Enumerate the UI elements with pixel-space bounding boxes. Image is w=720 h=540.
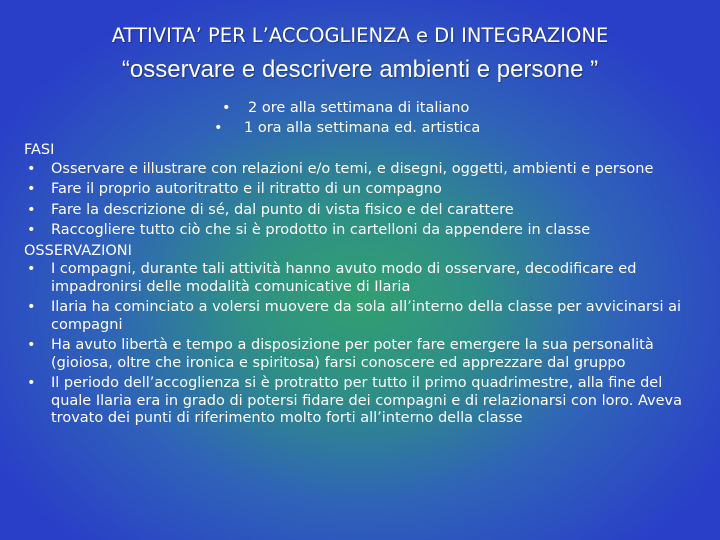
bullet-icon: • <box>222 100 231 116</box>
bullet-icon: • <box>27 337 36 353</box>
slide-subtitle: “osservare e descrivere ambienti e persone ” <box>121 56 599 83</box>
bullet-icon: • <box>27 375 36 391</box>
list-item <box>24 202 696 220</box>
bullet-icon: • <box>27 160 36 177</box>
list-item-text: I compagni, durante tali attività hanno avuto modo di osservare, decodificare ed impadronirsi delle modalità comunicative di Ilaria <box>51 261 637 295</box>
bullet-icon: • <box>27 181 36 197</box>
section-heading-fasi: FASI <box>24 142 55 158</box>
bullet-icon: • <box>27 299 36 315</box>
list-item-text: Raccogliere tutto ciò che si è prodotto in cartelloni da appendere in classe <box>51 222 591 238</box>
hours-text: 2 ore alla settimana di italiano <box>248 100 470 116</box>
list-item-text: Osservare e illustrare con relazioni e/o temi, e disegni, oggetti, ambienti e persone <box>51 160 654 177</box>
list-item-text: Ilaria ha cominciato a volersi muovere da sola all’interno della classe per avvicinarsi ai compagni <box>51 299 682 333</box>
list-item-text: Fare il proprio autoritratto e il ritratto di un compagno <box>51 181 442 197</box>
hours-text: 1 ora alla settimana ed. artistica <box>244 120 481 136</box>
hours-item <box>218 98 488 118</box>
bullet-icon: • <box>27 261 36 277</box>
hours-item <box>210 118 480 138</box>
list-item <box>24 337 696 372</box>
bullet-icon: • <box>27 201 36 218</box>
slide-body <box>24 140 696 431</box>
bullet-icon: • <box>27 222 36 238</box>
list-item <box>24 299 696 334</box>
list-item-text: Ha avuto libertà e tempo a disposizione per poter fare emergere la sua personalità (gioiosa, oltre che ironica e spiritosa) farsi conoscere ed apprezzare dal gruppo <box>51 337 654 371</box>
list-item <box>24 375 696 428</box>
list-item <box>24 222 696 240</box>
slide-title: ATTIVITA’ PER L’ACCOGLIENZA e DI INTEGRAZIONE <box>111 24 609 47</box>
list-item-text: Il periodo dell’accoglienza si è protratto per tutto il primo quadrimestre, alla fine del quale Ilaria era in grado di potersi fidare dei compagni e di relazionarsi con loro. Aveva trovato dei punti di riferimento molto forti all’interno della classe <box>51 375 683 426</box>
list-item <box>24 261 696 296</box>
list-item <box>24 161 696 179</box>
bullet-icon: • <box>214 120 223 136</box>
list-item-text: Fare la descrizione di sé, dal punto di vista fisico e del carattere <box>51 201 514 218</box>
hours-list <box>0 98 481 138</box>
list-item <box>24 181 696 199</box>
section-heading-osservazioni: OSSERVAZIONI <box>24 242 132 259</box>
